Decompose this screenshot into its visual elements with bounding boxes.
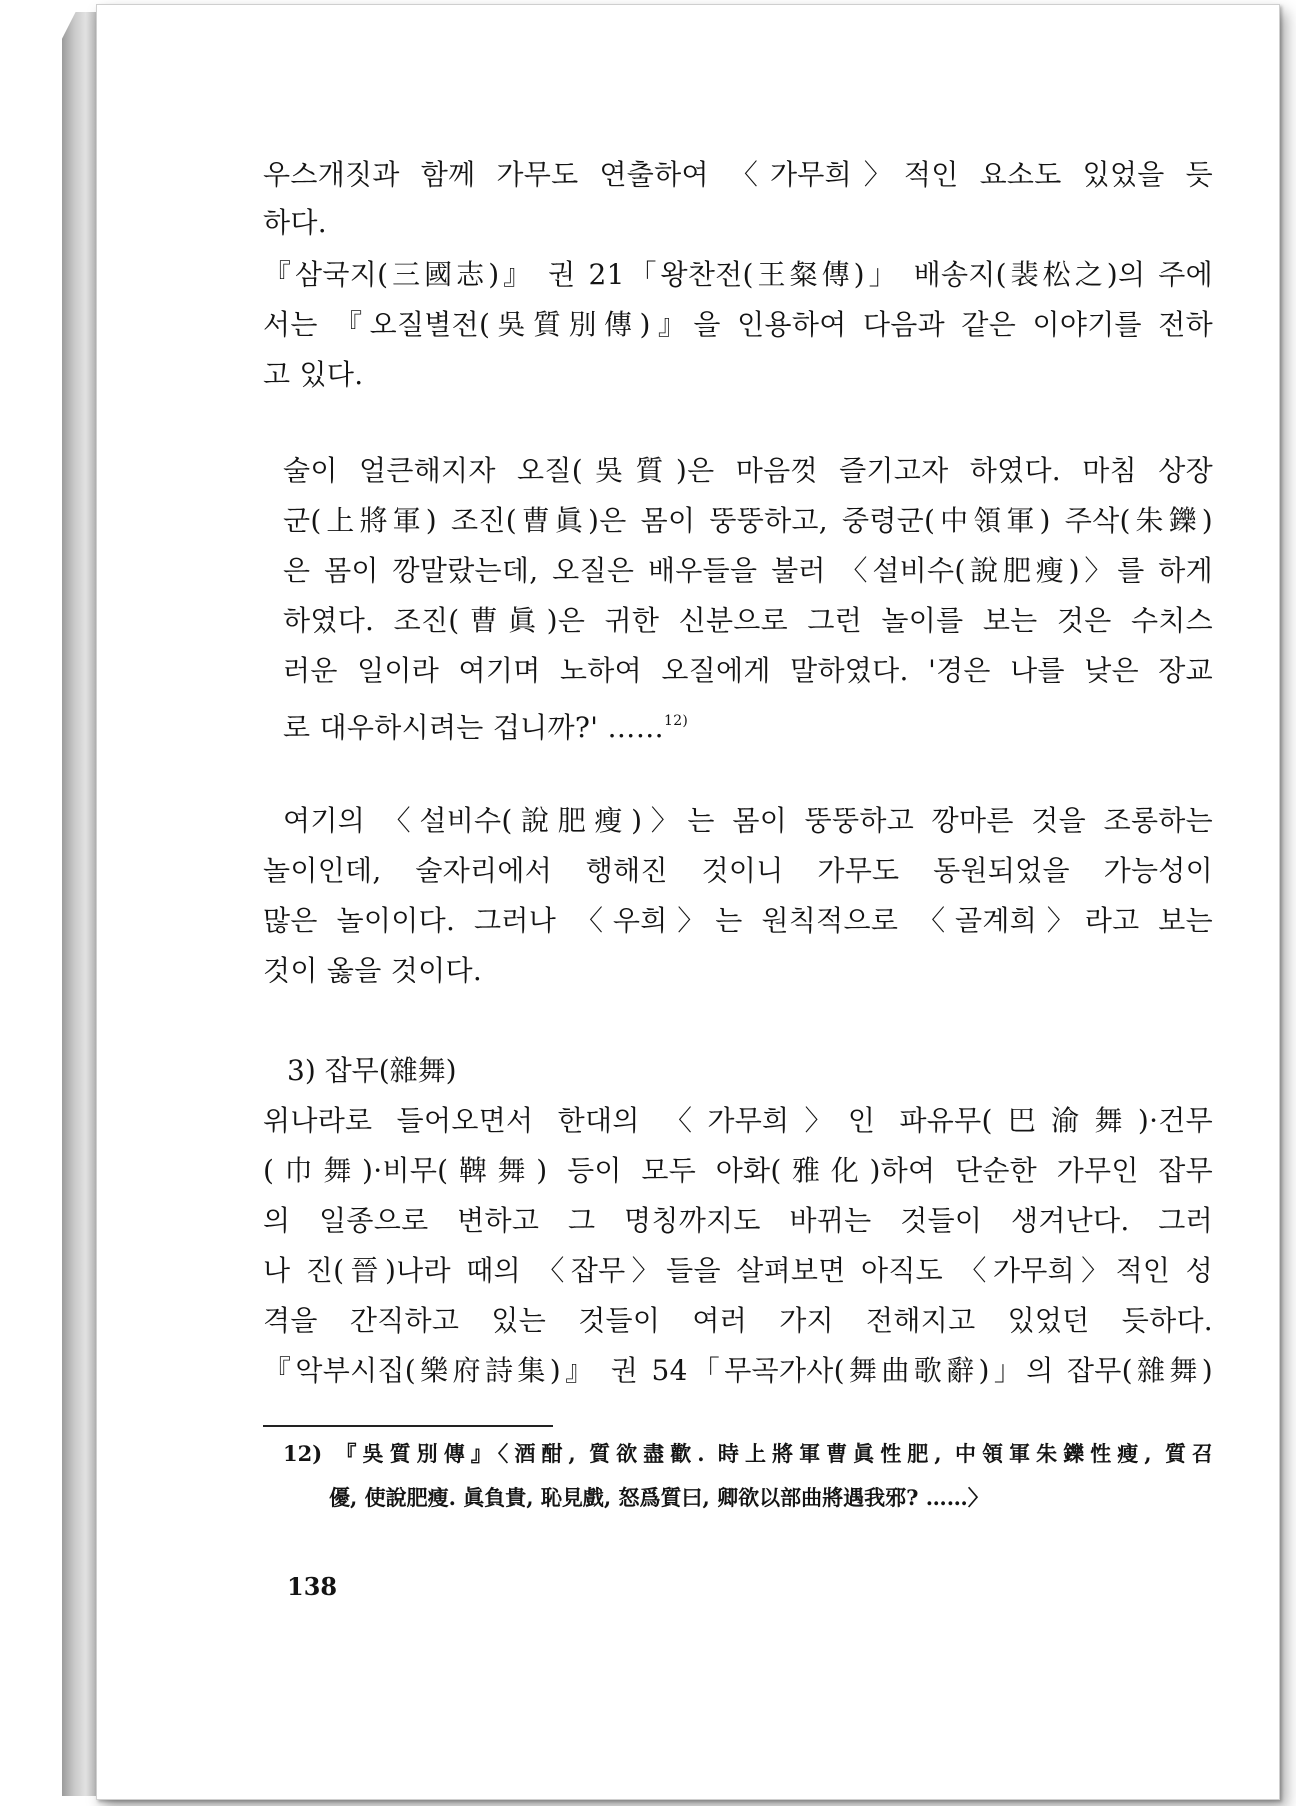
quote-text-line: 술이 얼큰해지자 오질(吳質)은 마음껏 즐기고자 하였다. 마침 상장: [283, 454, 1213, 487]
body-text-line: 여기의 〈설비수(說肥瘦)〉는 몸이 뚱뚱하고 깡마른 것을 조롱하는: [283, 804, 1213, 837]
quote-text-line: 군(上將軍) 조진(曹眞)은 몸이 뚱뚱하고, 중령군(中領軍) 주삭(朱鑠): [283, 504, 1213, 537]
body-text-line: 하다.: [263, 206, 327, 239]
footnote-divider: [263, 1425, 553, 1427]
body-text-line: 『삼국지(三國志)』 권 21「왕찬전(王粲傳)」 배송지(裴松之)의 주에: [263, 258, 1213, 291]
body-text-line: 위나라로 들어오면서 한대의 〈가무희〉인 파유무(巴渝舞)·건무: [263, 1104, 1213, 1137]
quote-text-line: 은 몸이 깡말랐는데, 오질은 배우들을 불러 〈설비수(說肥瘦)〉를 하게: [283, 554, 1213, 587]
body-text-line: 서는 『오질별전(吳質別傳)』을 인용하여 다음과 같은 이야기를 전하: [263, 308, 1213, 341]
section-heading: 3) 잡무(雜舞): [287, 1054, 457, 1087]
body-text-line: 것이 옳을 것이다.: [263, 954, 483, 987]
book-page: [96, 4, 1280, 1800]
quote-text: 로 대우하시려는 겁니까?' ……: [283, 711, 664, 744]
body-text-line: 나 진(晉)나라 때의 〈잡무〉들을 살펴보면 아직도 〈가무희〉적인 성: [263, 1254, 1213, 1287]
book-edge: [62, 12, 96, 1796]
page-number: 138: [287, 1572, 338, 1601]
body-text-line: 많은 놀이이다. 그러나 〈우희〉는 원칙적으로 〈골계희〉라고 보는: [263, 904, 1213, 937]
body-text-line: 의 일종으로 변하고 그 명칭까지도 바뀌는 것들이 생겨난다. 그러: [263, 1204, 1213, 1237]
body-text-line: 우스개짓과 함께 가무도 연출하여 〈가무희〉적인 요소도 있었을 듯: [263, 158, 1213, 191]
body-text-line: 놀이인데, 술자리에서 행해진 것이니 가무도 동원되었을 가능성이: [263, 854, 1213, 887]
quote-text-line: 하였다. 조진(曹眞)은 귀한 신분으로 그런 놀이를 보는 것은 수치스: [283, 604, 1213, 637]
body-text-line: 격을 간직하고 있는 것들이 여러 가지 전해지고 있었던 듯하다.: [263, 1304, 1213, 1337]
quote-text-line: 러운 일이라 여기며 노하여 오질에게 말하였다. '경은 나를 낮은 장교: [283, 654, 1213, 687]
quote-text-line-last: [283, 701, 688, 748]
footnote-line: 優, 使說肥瘦. 眞負貴, 恥見戲, 怒爲質曰, 卿欲以部曲將遇我邪? ……〉: [329, 1485, 989, 1510]
body-text-line: 『악부시집(樂府詩集)』 권 54「무곡가사(舞曲歌辭)」의 잡무(雜舞): [263, 1354, 1213, 1387]
body-text-line: 고 있다.: [263, 358, 364, 391]
footnote-marker: 12): [664, 713, 689, 729]
body-text-line: (巾舞)·비무(鞞舞) 등이 모두 아화(雅化)하여 단순한 가무인 잡무: [263, 1154, 1213, 1187]
footnote-line: 12) 『吳質別傳』〈酒酣, 質欲盡歡. 時上將軍曹眞性肥, 中領軍朱鑠性瘦, 質召: [283, 1441, 1213, 1466]
